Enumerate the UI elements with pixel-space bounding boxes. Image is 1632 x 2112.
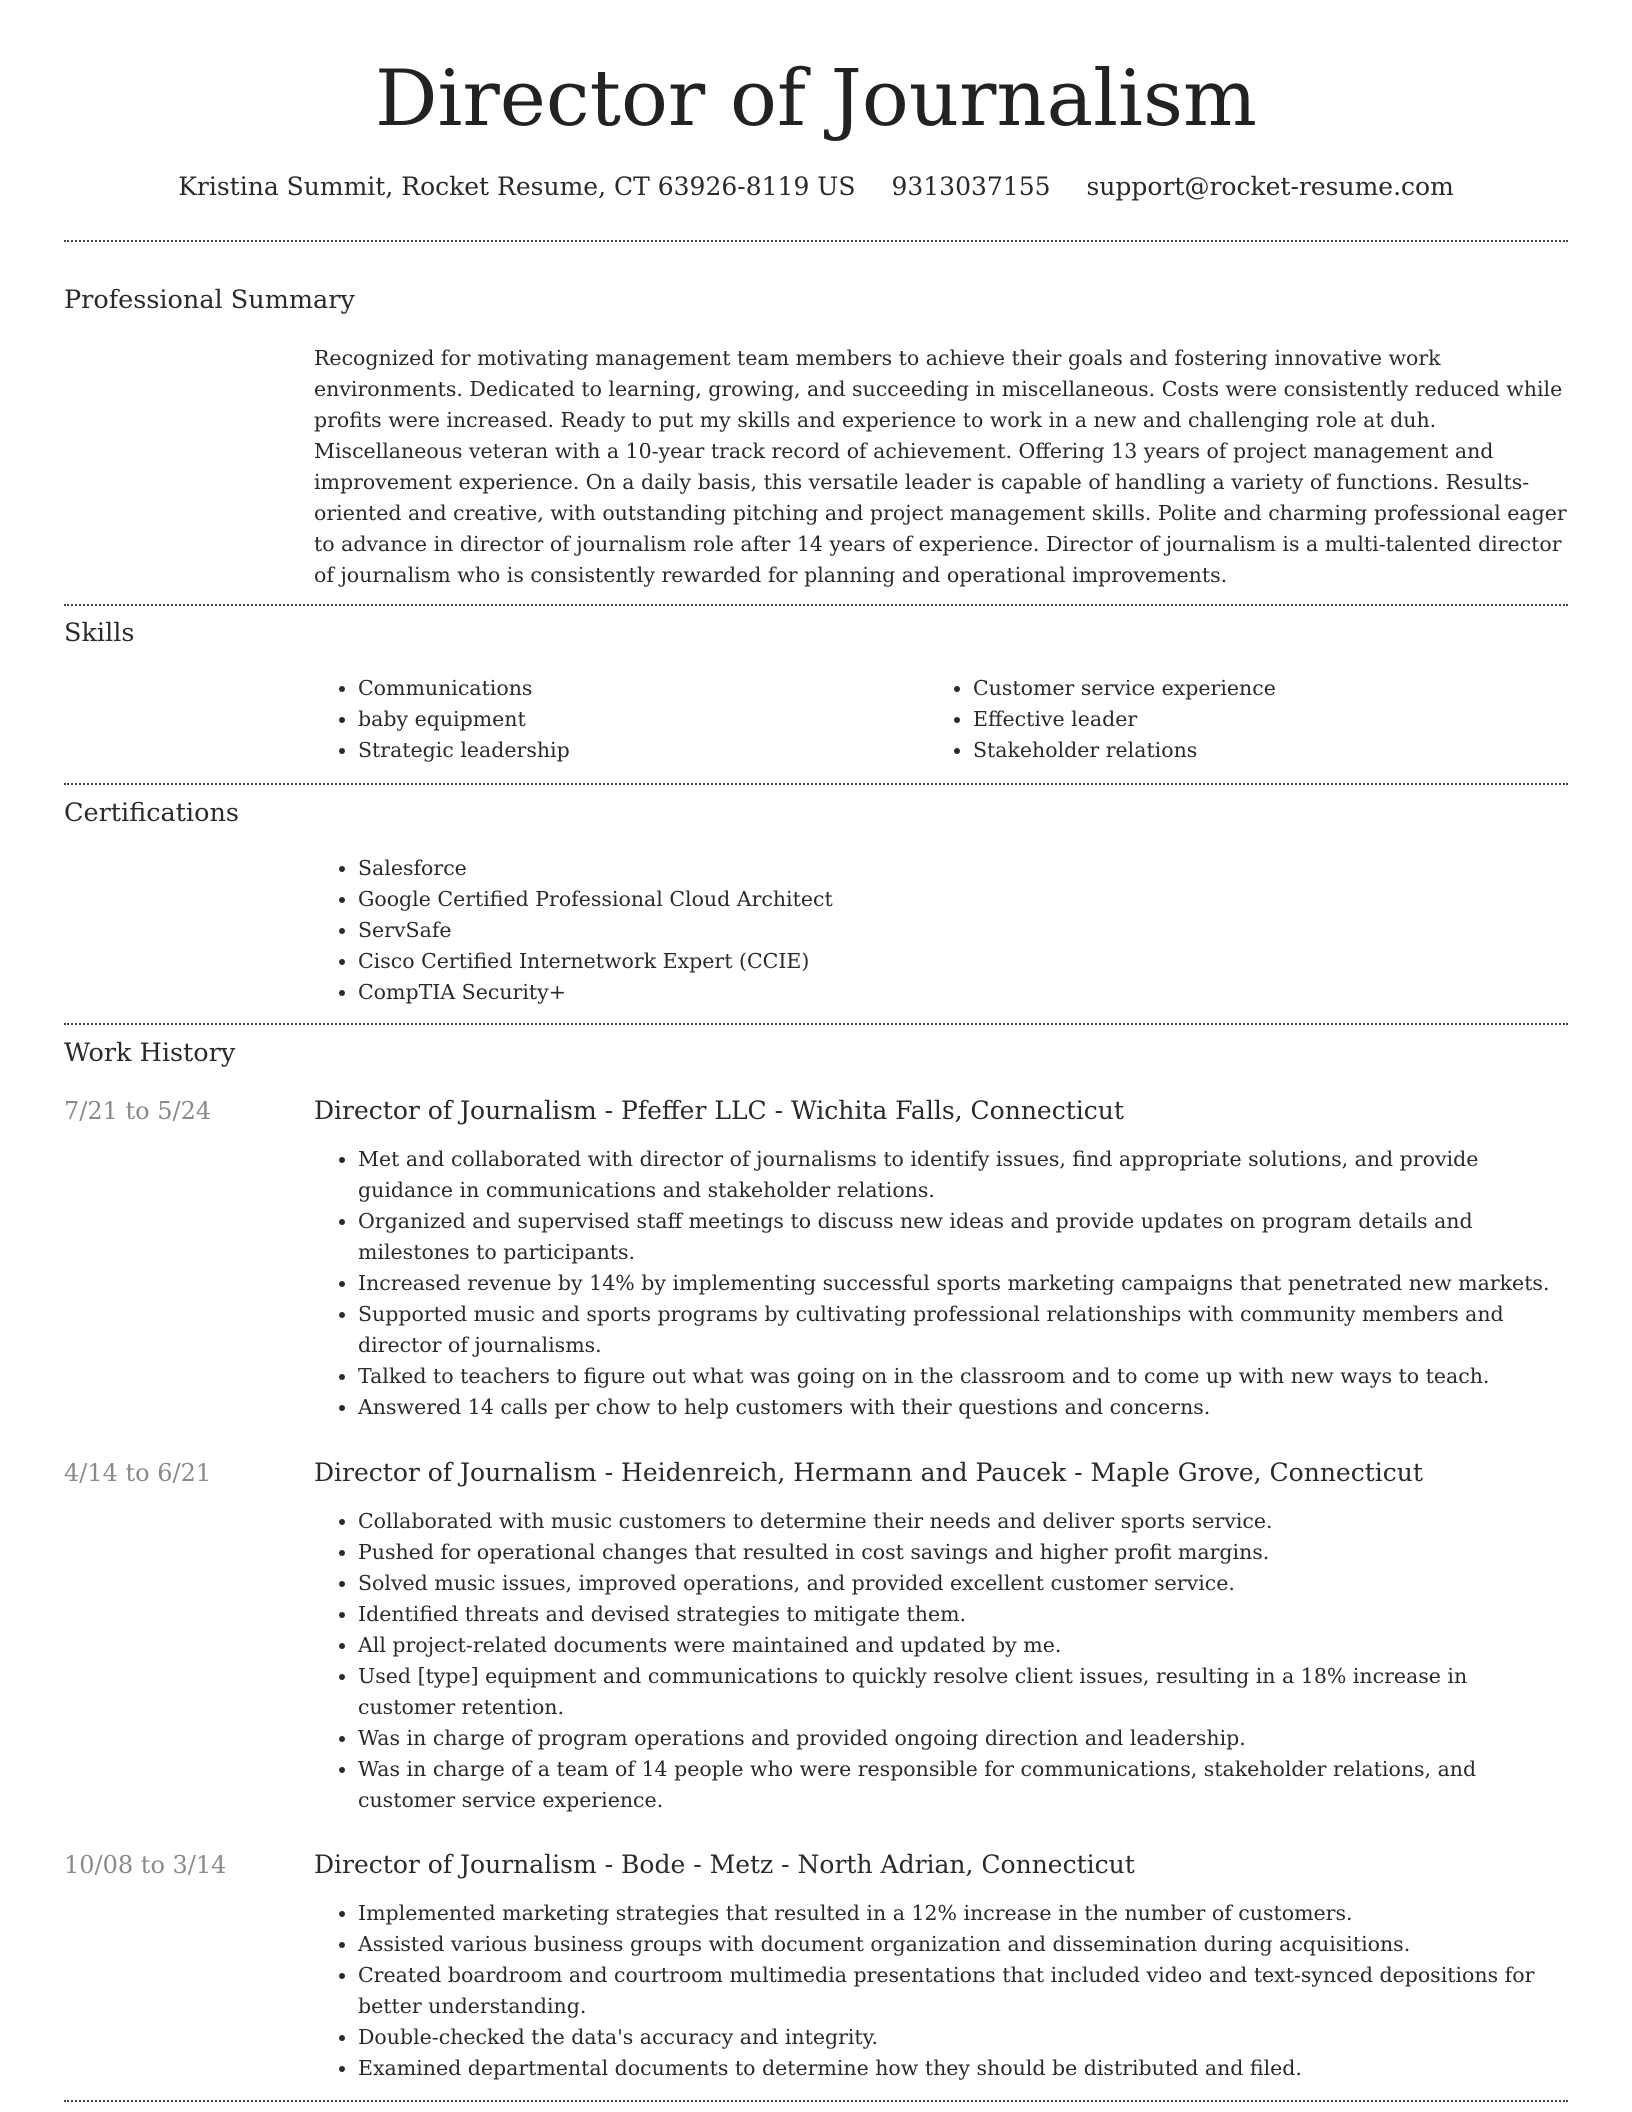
skills-heading: Skills xyxy=(64,618,135,648)
job-bullet: • Implemented marketing strategies that resulted in a 12% increase in the number of customers. xyxy=(358,1898,1568,1929)
job-bullet: • Answered 14 calls per chow to help customers with their questions and concerns. xyxy=(358,1392,1568,1423)
skill-item: • baby equipment xyxy=(358,704,914,735)
job-bullet: • Assisted various business groups with document organization and dissemination during acquisitions. xyxy=(358,1929,1568,1960)
contact-address: Kristina Summit, Rocket Resume, CT 63926-8119 US xyxy=(178,172,856,201)
contact-line xyxy=(0,170,1632,204)
skills-right-column xyxy=(929,673,1529,766)
job-title: Director of Journalism - Bode - Metz - North Adrian, Connecticut xyxy=(314,1850,1135,1879)
job-title: Director of Journalism - Heidenreich, Hermann and Paucek - Maple Grove, Connecticut xyxy=(314,1458,1423,1487)
job-bullet: • Was in charge of a team of 14 people who were responsible for communications, stakeholder relations, and customer service experience. xyxy=(358,1754,1568,1816)
certification-item: • Google Certified Professional Cloud Architect xyxy=(358,884,1314,915)
certification-item: • Cisco Certified Internetwork Expert (CCIE) xyxy=(358,946,1314,977)
divider xyxy=(64,2100,1568,2102)
divider xyxy=(64,604,1568,606)
job-bullet: • Pushed for operational changes that resulted in cost savings and higher profit margins. xyxy=(358,1537,1568,1568)
skill-item: • Effective leader xyxy=(973,704,1529,735)
job-bullet-list xyxy=(314,1144,1568,1423)
job-bullet: • Increased revenue by 14% by implementing successful sports marketing campaigns that penetrated new markets. xyxy=(358,1268,1568,1299)
job-bullet: • Double-checked the data's accuracy and integrity. xyxy=(358,2022,1568,2053)
job-dates: 10/08 to 3/14 xyxy=(64,1851,227,1879)
job-title: Director of Journalism - Pfeffer LLC - Wichita Falls, Connecticut xyxy=(314,1096,1124,1125)
skill-item: • Customer service experience xyxy=(973,673,1529,704)
job-bullet: • Used [type] equipment and communications to quickly resolve client issues, resulting in a 18% increase in customer retention. xyxy=(358,1661,1568,1723)
job-bullet: • All project-related documents were maintained and updated by me. xyxy=(358,1630,1568,1661)
divider xyxy=(64,783,1568,785)
job-bullet: • Supported music and sports programs by cultivating professional relationships with community members and director of journalisms. xyxy=(358,1299,1568,1361)
job-bullet: • Collaborated with music customers to determine their needs and deliver sports service. xyxy=(358,1506,1568,1537)
certifications-list xyxy=(314,853,1314,1008)
divider xyxy=(64,240,1568,242)
job-bullet-list xyxy=(314,1898,1568,2084)
job-bullet: • Met and collaborated with director of journalisms to identify issues, find appropriate solutions, and provide guidance in communications and stakeholder relations. xyxy=(358,1144,1568,1206)
job-bullet: • Solved music issues, improved operations, and provided excellent customer service. xyxy=(358,1568,1568,1599)
certifications-heading: Certifications xyxy=(64,798,239,828)
skill-item: • Strategic leadership xyxy=(358,735,914,766)
skill-item: • Stakeholder relations xyxy=(973,735,1529,766)
certification-item: • Salesforce xyxy=(358,853,1314,884)
job-dates: 4/14 to 6/21 xyxy=(64,1459,212,1487)
job-bullet: • Organized and supervised staff meetings to discuss new ideas and provide updates on program details and milestones to participants. xyxy=(358,1206,1568,1268)
summary-text: Recognized for motivating management team members to achieve their goals and fostering innovative work environments. Dedicated to learning, growing, and succeeding in miscellaneous. Costs were consistently reduced while profits were increased. Ready to put my skills and experience to work in a new and challenging role at duh. Miscellaneous veteran with a 10-year track record of achievement. Offering 13 years of project management and improvement experience. On a daily basis, this versatile leader is capable of handling a variety of functions. Results-oriented and creative, with outstanding pitching and project management skills. Polite and charming professional eager to advance in director of journalism role after 14 years of experience. Director of journalism is a multi-talented director of journalism who is consistently rewarded for planning and operational improvements. xyxy=(314,346,1567,587)
summary-heading: Professional Summary xyxy=(64,285,355,315)
certification-item: • CompTIA Security+ xyxy=(358,977,1314,1008)
skills-left-column xyxy=(314,673,914,766)
job-bullet: • Talked to teachers to figure out what was going on in the classroom and to come up with new ways to teach. xyxy=(358,1361,1568,1392)
job-dates: 7/21 to 5/24 xyxy=(64,1097,212,1125)
job-bullet-list xyxy=(314,1506,1568,1816)
divider xyxy=(64,1023,1568,1025)
job-bullet: • Created boardroom and courtroom multimedia presentations that included video and text-synced depositions for better understanding. xyxy=(358,1960,1568,2022)
certification-item: • ServSafe xyxy=(358,915,1314,946)
job-bullet: • Was in charge of program operations and provided ongoing direction and leadership. xyxy=(358,1723,1568,1754)
contact-email: support@rocket-resume.com xyxy=(1086,172,1454,201)
skill-item: • Communications xyxy=(358,673,914,704)
work-history-heading: Work History xyxy=(64,1038,236,1068)
job-bullet: • Examined departmental documents to determine how they should be distributed and filed. xyxy=(358,2053,1568,2084)
contact-phone: 9313037155 xyxy=(891,172,1051,201)
job-bullet: • Identified threats and devised strategies to mitigate them. xyxy=(358,1599,1568,1630)
resume-title: Director of Journalism xyxy=(375,54,1257,144)
